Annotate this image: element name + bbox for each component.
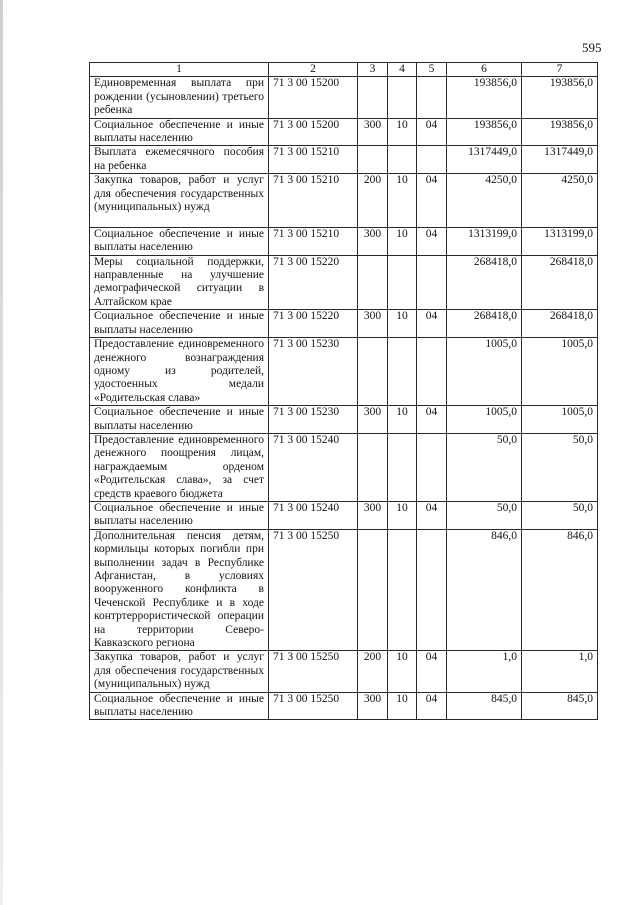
row-section: 10 <box>388 118 417 146</box>
table-row <box>90 338 598 406</box>
row-expense-type <box>358 77 388 118</box>
row-name: Социальное обеспечение и иные выплаты населению <box>90 310 269 338</box>
header-col-7: 7 <box>522 63 598 77</box>
row-code: 71 3 00 15230 <box>269 338 358 406</box>
row-subsection <box>417 338 447 406</box>
row-expense-type: 300 <box>358 227 388 255</box>
scan-edge <box>0 0 3 905</box>
row-amount-col7: 1313199,0 <box>522 227 598 255</box>
row-expense-type: 300 <box>358 118 388 146</box>
row-amount-col7: 4250,0 <box>522 174 598 228</box>
row-expense-type: 300 <box>358 692 388 720</box>
row-section: 10 <box>388 227 417 255</box>
table-row <box>90 529 598 651</box>
row-section: 10 <box>388 406 417 434</box>
row-name: Закупка товаров, работ и услуг для обеспечения государственных (муниципальных) нужд <box>90 651 269 692</box>
table-row <box>90 118 598 146</box>
row-section: 10 <box>388 651 417 692</box>
row-subsection: 04 <box>417 310 447 338</box>
row-amount-col7: 268418,0 <box>522 255 598 310</box>
row-subsection: 04 <box>417 406 447 434</box>
row-name: Выплата ежемесячного пособия на ребенка <box>90 146 269 174</box>
row-expense-type: 300 <box>358 310 388 338</box>
table-row <box>90 651 598 692</box>
row-expense-type <box>358 433 388 501</box>
table-row <box>90 310 598 338</box>
row-section <box>388 146 417 174</box>
row-code: 71 3 00 15250 <box>269 651 358 692</box>
row-subsection: 04 <box>417 118 447 146</box>
row-amount-col6: 1005,0 <box>447 338 522 406</box>
row-amount-col7: 845,0 <box>522 692 598 720</box>
row-amount-col7: 846,0 <box>522 529 598 651</box>
row-amount-col6: 845,0 <box>447 692 522 720</box>
table-row <box>90 255 598 310</box>
header-col-5: 5 <box>417 63 447 77</box>
row-amount-col6: 50,0 <box>447 433 522 501</box>
row-code: 71 3 00 15230 <box>269 406 358 434</box>
row-expense-type: 200 <box>358 174 388 228</box>
table-row <box>90 692 598 720</box>
row-amount-col6: 4250,0 <box>447 174 522 228</box>
row-section: 10 <box>388 174 417 228</box>
row-subsection: 04 <box>417 174 447 228</box>
row-amount-col6: 1,0 <box>447 651 522 692</box>
row-code: 71 3 00 15200 <box>269 77 358 118</box>
row-amount-col7: 1,0 <box>522 651 598 692</box>
row-code: 71 3 00 15250 <box>269 529 358 651</box>
row-code: 71 3 00 15240 <box>269 501 358 529</box>
row-name: Закупка товаров, работ и услуг для обеспечения государственных (муниципальных) нужд <box>90 174 269 228</box>
header-col-2: 2 <box>269 63 358 77</box>
table-row <box>90 227 598 255</box>
row-subsection <box>417 146 447 174</box>
row-amount-col6: 1317449,0 <box>447 146 522 174</box>
row-subsection: 04 <box>417 501 447 529</box>
row-amount-col6: 846,0 <box>447 529 522 651</box>
row-subsection <box>417 77 447 118</box>
row-section <box>388 529 417 651</box>
table-row <box>90 77 598 118</box>
row-code: 71 3 00 15210 <box>269 146 358 174</box>
row-expense-type <box>358 338 388 406</box>
row-section: 10 <box>388 310 417 338</box>
row-code: 71 3 00 15200 <box>269 118 358 146</box>
row-section <box>388 255 417 310</box>
row-expense-type: 200 <box>358 651 388 692</box>
row-amount-col6: 1313199,0 <box>447 227 522 255</box>
table-row <box>90 433 598 501</box>
row-subsection <box>417 433 447 501</box>
row-amount-col7: 1005,0 <box>522 406 598 434</box>
row-expense-type: 300 <box>358 501 388 529</box>
row-section: 10 <box>388 501 417 529</box>
row-code: 71 3 00 15220 <box>269 310 358 338</box>
row-subsection: 04 <box>417 651 447 692</box>
row-code: 71 3 00 15250 <box>269 692 358 720</box>
header-col-4: 4 <box>388 63 417 77</box>
table-row <box>90 501 598 529</box>
row-subsection <box>417 529 447 651</box>
row-expense-type <box>358 255 388 310</box>
row-subsection <box>417 255 447 310</box>
row-amount-col7: 268418,0 <box>522 310 598 338</box>
row-code: 71 3 00 15240 <box>269 433 358 501</box>
header-col-3: 3 <box>358 63 388 77</box>
row-section <box>388 433 417 501</box>
row-name: Социальное обеспечение и иные выплаты населению <box>90 118 269 146</box>
row-section: 10 <box>388 692 417 720</box>
row-name: Социальное обеспечение и иные выплаты населению <box>90 227 269 255</box>
row-code: 71 3 00 15210 <box>269 227 358 255</box>
row-section <box>388 77 417 118</box>
row-amount-col7: 193856,0 <box>522 77 598 118</box>
row-code: 71 3 00 15220 <box>269 255 358 310</box>
row-name: Социальное обеспечение и иные выплаты населению <box>90 406 269 434</box>
row-amount-col7: 50,0 <box>522 501 598 529</box>
row-amount-col7: 1317449,0 <box>522 146 598 174</box>
row-name: Дополнительная пенсия детям, кормильцы которых погибли при выполнении задач в Республике Афганистан, в условиях вооруженного конфликта в Чеченской Республике и в ходе контртеррористической операции на территории Северо-Кавказского региона <box>90 529 269 651</box>
row-code: 71 3 00 15210 <box>269 174 358 228</box>
row-subsection: 04 <box>417 692 447 720</box>
row-subsection: 04 <box>417 227 447 255</box>
row-amount-col7: 50,0 <box>522 433 598 501</box>
row-name: Социальное обеспечение и иные выплаты населению <box>90 501 269 529</box>
row-amount-col6: 268418,0 <box>447 255 522 310</box>
row-name: Предоставление единовременного денежного вознаграждения одному из родителей, удостоенных медали «Родительская слава» <box>90 338 269 406</box>
row-name: Предоставление единовременного денежного поощрения лицам, награждаемым орденом «Родительская слава», за счет средств краевого бюджета <box>90 433 269 501</box>
table-row <box>90 146 598 174</box>
row-amount-col6: 193856,0 <box>447 118 522 146</box>
row-amount-col7: 193856,0 <box>522 118 598 146</box>
row-amount-col6: 50,0 <box>447 501 522 529</box>
row-amount-col6: 268418,0 <box>447 310 522 338</box>
row-name: Социальное обеспечение и иные выплаты населению <box>90 692 269 720</box>
row-amount-col6: 1005,0 <box>447 406 522 434</box>
table-row <box>90 174 598 228</box>
header-col-1: 1 <box>90 63 269 77</box>
row-amount-col7: 1005,0 <box>522 338 598 406</box>
row-expense-type <box>358 146 388 174</box>
header-col-6: 6 <box>447 63 522 77</box>
row-expense-type: 300 <box>358 406 388 434</box>
row-name: Меры социальной поддержки, направленные на улучшение демографической ситуации в Алтайском крае <box>90 255 269 310</box>
row-name: Единовременная выплата при рождении (усыновлении) третьего ребенка <box>90 77 269 118</box>
row-amount-col6: 193856,0 <box>447 77 522 118</box>
row-expense-type <box>358 529 388 651</box>
budget-table <box>89 62 598 720</box>
row-section <box>388 338 417 406</box>
page-number: 595 <box>582 40 602 55</box>
table-row <box>90 406 598 434</box>
table-header-row <box>90 63 598 77</box>
